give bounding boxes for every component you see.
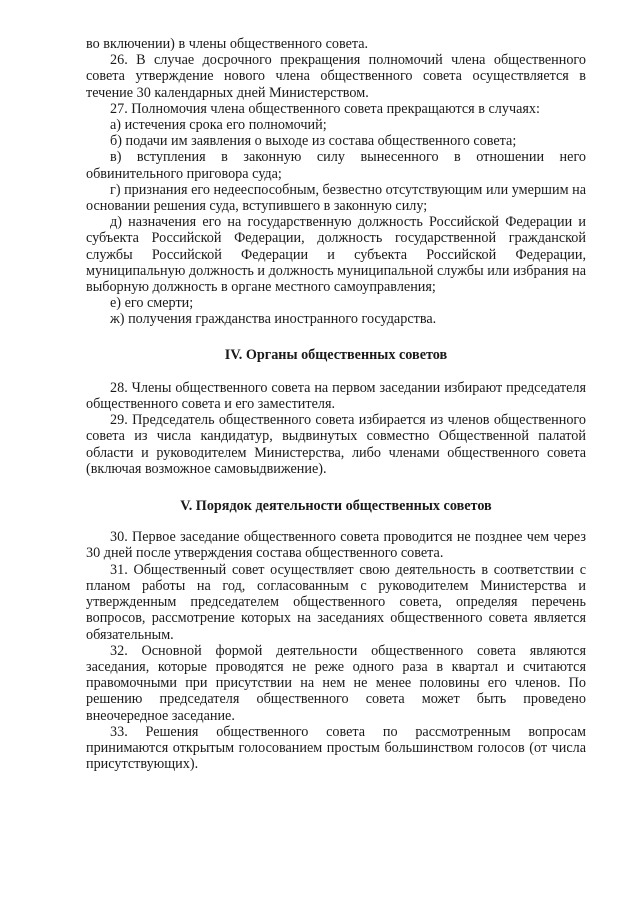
paragraph-29: 29. Председатель общественного совета избирается из членов общественного совета из числа кандидатур, выдвинутых совместно Общественной палатой области и руководителем Министерства, либо членами общественного совета (включая возможное самовыдвижение). — [86, 412, 586, 477]
paragraph-continuation: во включении) в члены общественного совета. — [86, 36, 369, 52]
list-item-a: а) истечения срока его полномочий; — [110, 117, 327, 134]
list-item-e: е) его смерти; — [110, 295, 194, 312]
list-item-v: в) вступления в законную силу вынесенного в отношении него обвинительного приговора суда; — [86, 149, 586, 182]
list-item-zh: ж) получения гражданства иностранного государства. — [110, 311, 437, 328]
paragraph-26: 26. В случае досрочного прекращения полномочий члена общественного совета утверждение нового члена общественного совета осуществляется в течение 30 календарных дней Министерством. — [86, 52, 586, 101]
paragraph-33: 33. Решения общественного совета по рассмотренным вопросам принимаются открытым голосованием простым большинством голосов (от числа присутствующих). — [86, 723, 586, 773]
list-item-b: б) подачи им заявления о выходе из состава общественного совета; — [110, 133, 517, 150]
paragraph-30: 30. Первое заседание общественного совета проводится не позднее чем через 30 дней после утверждения состава общественного совета. — [86, 529, 586, 562]
paragraph-28: 28. Члены общественного совета на первом заседании избирают председателя общественного совета и его заместителя. — [86, 379, 586, 413]
paragraph-31: 31. Общественный совет осуществляет свою деятельность в соответствии с планом работы на год, согласованным с руководителем Министерства и утвержденным председателем общественного совета, определяя перечень вопросов, рассмотрение которых на заседаниях общественного совета является обязательным. — [86, 561, 586, 643]
section-heading-5: V. Порядок деятельности общественных советов — [180, 498, 492, 515]
paragraph-27: 27. Полномочия члена общественного совета прекращаются в случаях: — [110, 100, 540, 117]
list-item-g: г) признания его недееспособным, безвестно отсутствующим или умершим на основании решения суда, вступившего в законную силу; — [86, 181, 586, 215]
document-page — [86, 36, 586, 772]
list-item-d: д) назначения его на государственную должность Российской Федерации и субъекта Российской Федерации, должность государственной гражданской службы Российской Федерации и субъекта Российской Федерации, муниципальную должность и должность муниципальной службы или избрания на выборную должность в органе местного самоуправления; — [86, 214, 586, 296]
paragraph-32: 32. Основной формой деятельности общественного совета являются заседания, которые проводятся не реже одного раза в квартал и считаются правомочными при присутствии на нем не менее половины его членов. По решению председателя общественного совета может быть проведено внеочередное заседание. — [86, 642, 586, 724]
section-heading-4: IV. Органы общественных советов — [224, 346, 448, 363]
